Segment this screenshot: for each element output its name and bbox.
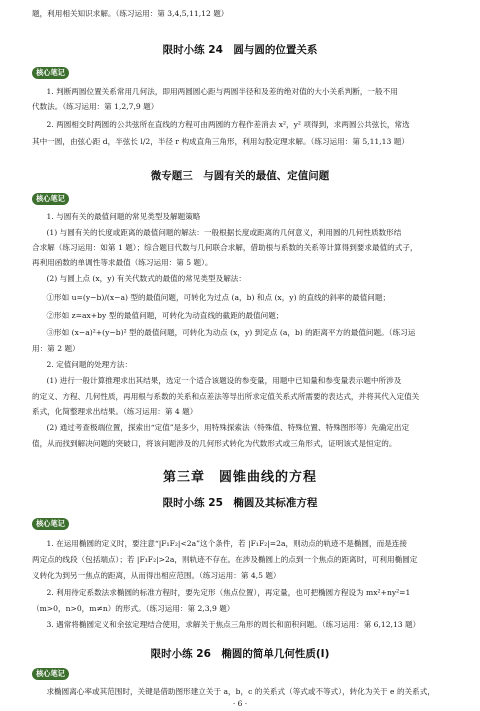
mt3-l1: 1. 与圆有关的最值问题的常见类型及解题策略 [46, 212, 201, 221]
section-24-title: 限时小练 24 圆与圆的位置关系 [162, 44, 318, 56]
s25-l2: 两定点的线段（包括端点）；若 |F₁F₂|>2a，则轨迹不存在。在涉及椭圆上的点到一个焦点的距离时，可利用椭圆定 [32, 555, 418, 564]
section-25-title: 限时小练 25 椭圆及其标准方程 [162, 497, 318, 509]
core-notes-tag-26: 核心笔记 [32, 668, 69, 680]
intro-line: 题，利用相关知识求解。（练习运用：第 3,4,5,11,12 题） [32, 9, 229, 18]
s25-l5: （m>0，n>0，m≠n）的形式。（练习运用：第 2,3,9 题） [32, 604, 235, 613]
s24-p1a: 1. 判断两圆位置关系常用几何法，即用两圆圆心距与两圆半径和及差的绝对值的大小关系判断，一般不用 [46, 87, 398, 96]
core-notes-tag-mt3: 核心笔记 [32, 193, 69, 205]
mt3-l6: ①形如 u=(y−b)/(x−a) 型的最值问题，可转化为过点 (a，b) 和点 (x，y) 的直线的斜率的最值问题； [46, 293, 391, 302]
s24-p2b: 其中一圆，由弦心距 d，半弦长 l/2，半径 r 构成直角三角形，利用勾股定理求解。（练习运用：第 5,11,13 题） [32, 137, 409, 146]
s25-l1: 1. 在运用椭圆的定义时，要注意“|F₁F₂|<2a”这个条件，若 |F₁F₂|=2a，则动点的轨迹不是椭圆，而是连接 [46, 539, 407, 548]
mt3-l7: ②形如 z=ax+by 型的最值问题，可转化为动直线的截距的最值问题； [46, 311, 284, 320]
s26-l1: 求椭圆离心率或其范围时，关键是借助图形建立关于 a，b，c 的关系式（等式或不等式），转化为关于 e 的关系式， [46, 687, 435, 696]
core-notes-tag-24: 核心笔记 [32, 67, 69, 79]
core-notes-tag-25: 核心笔记 [32, 518, 69, 530]
mt3-l2: (1) 与圆有关的长度或距离的最值问题的解法：一般根据长度或距离的几何意义，利用圆的几何性质数形结 [46, 228, 402, 237]
mt3-l11: (1) 进行一般计算推理求出其结果，选定一个适合该题设的参变量，用题中已知量和参变量表示题中所涉及 [46, 376, 402, 385]
chapter-3-title: 第三章 圆锥曲线的方程 [162, 470, 317, 485]
micro-topic-3-title: 微专题三 与圆有关的最值、定值问题 [150, 170, 330, 182]
section-26-title: 限时小练 26 椭圆的简单几何性质(Ⅰ) [150, 648, 330, 660]
mt3-l10: 2. 定值问题的处理方法： [46, 360, 133, 369]
mt3-l15: 值，从而找到解决问题的突破口，将该问题涉及的几何形式转化为代数形式或三角形式，证明该式是恒定的。 [32, 439, 397, 448]
s25-l3: 义转化为到另一焦点的距离，从而得出相应范围。（练习运用：第 4,5 题） [32, 571, 281, 580]
mt3-l8: ③形如 (x−a)²+(y−b)² 型的最值问题，可转化为动点 (x，y) 到定点 (a，b) 的距离平方的最值问题。（练习运 [46, 328, 416, 337]
page-number: · 6 · [232, 699, 248, 708]
s25-l6: 3. 遇常将椭圆定义和余弦定理结合使用，求解关于焦点三角形的周长和面积问题。（练习运用：第 6,12,13 题） [46, 620, 421, 629]
s24-p1b: 代数法。（练习运用：第 1,2,7,9 题） [32, 102, 159, 111]
mt3-l4: 再利用函数的单调性等求最值（练习运用：第 5 题）。 [32, 258, 213, 267]
mt3-l5: (2) 与圆上点 (x，y) 有关代数式的最值的常见类型及解法： [46, 274, 246, 283]
s25-l4: 2. 利用待定系数法求椭圆的标准方程时，要先定形（焦点位置），再定量，也可把椭圆方程设为 mx²+ny²=1 [46, 588, 411, 597]
mt3-l14: (2) 通过考查极端位置，探索出“定值”是多少，用特殊探索法（特殊值、特殊位置、特殊图形等）先确定出定 [46, 423, 410, 432]
mt3-l13: 系式，化简整理求出结果。（练习运用：第 4 题） [32, 407, 198, 416]
mt3-l9: 用：第 2 题） [32, 344, 80, 353]
s24-p2a: 2. 两圆相交时两圆的公共弦所在直线的方程可由两圆的方程作差消去 x²，y² 项得到，求两圆公共弦长，常选 [46, 120, 410, 129]
mt3-l12: 的定义、方程、几何性质，再用根与系数的关系和点差法等导出所求定值关系式所需要的表达式，并将其代入定值关 [32, 392, 420, 401]
mt3-l3: 合求解（练习运用：如第 1 题）；综合题目代数与几何联合求解，借助根与系数的关系等计算得到要求最值的式子， [32, 243, 418, 252]
